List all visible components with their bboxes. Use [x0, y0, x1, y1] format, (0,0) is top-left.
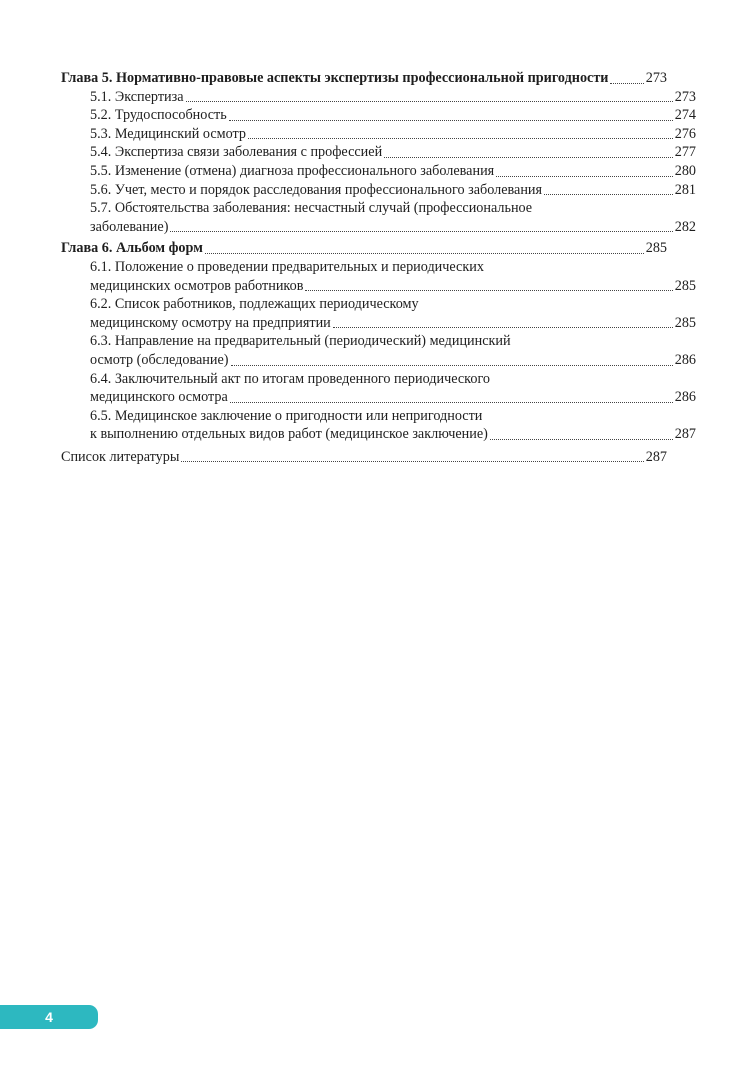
- toc-entry-page: 280: [674, 162, 696, 179]
- toc-section-5-7[interactable]: [61, 218, 696, 237]
- toc-entry-title: к выполнению отдельных видов работ (медицинское заключение): [90, 426, 488, 443]
- toc-entry-title: 5.1. Экспертиза: [90, 88, 184, 105]
- toc-section-5-2[interactable]: [61, 106, 696, 125]
- toc-entry-title: Список литературы: [61, 448, 180, 465]
- toc-section-5-3[interactable]: [61, 125, 696, 144]
- toc-section-6-3[interactable]: [61, 351, 696, 370]
- toc-entry-page: 285: [674, 277, 696, 294]
- table-of-contents: [61, 69, 696, 466]
- page-number-tab: [0, 1005, 98, 1029]
- toc-section-6-5[interactable]: [61, 425, 696, 444]
- toc-entry-title: 5.4. Экспертиза связи заболевания с профессией: [90, 144, 383, 161]
- toc-references[interactable]: [61, 448, 667, 467]
- toc-entry-title: Глава 5. Нормативно-правовые аспекты экспертизы профессиональной пригодности: [61, 70, 609, 86]
- toc-section-6-1[interactable]: [61, 277, 696, 296]
- toc-leader-dots: [305, 290, 672, 291]
- toc-entry-page: 281: [674, 181, 696, 198]
- toc-leader-dots: [229, 120, 673, 121]
- toc-section-5-7-line1[interactable]: 5.7. Обстоятельства заболевания: несчастный случай (профессиональное: [90, 200, 533, 217]
- toc-leader-dots: [170, 231, 672, 232]
- toc-entry-page: 282: [674, 218, 696, 235]
- toc-entry-page: 287: [645, 448, 667, 465]
- toc-section-6-3-line1[interactable]: 6.3. Направление на предварительный (периодический) медицинский: [90, 333, 511, 350]
- toc-section-5-1[interactable]: [61, 88, 696, 107]
- toc-entry-title: Глава 6. Альбом форм: [61, 240, 203, 257]
- toc-entry-page: 286: [674, 351, 696, 368]
- toc-section-6-1-line1[interactable]: 6.1. Положение о проведении предварительных и периодических: [90, 258, 484, 275]
- toc-section-6-2[interactable]: [61, 314, 696, 333]
- toc-section-6-4-line1[interactable]: 6.4. Заключительный акт по итогам проведенного периодического: [90, 370, 491, 387]
- toc-leader-dots: [181, 461, 643, 462]
- toc-section-5-4[interactable]: [61, 143, 696, 162]
- toc-entry-title: осмотр (обследование): [90, 351, 229, 368]
- toc-leader-dots: [490, 439, 673, 440]
- toc-section-6-4[interactable]: [61, 388, 696, 407]
- toc-entry-page: 287: [674, 426, 696, 443]
- toc-entry-title: заболевание): [90, 218, 169, 235]
- toc-leader-dots: [333, 327, 673, 328]
- toc-leader-dots: [230, 402, 673, 403]
- toc-section-6-5-line1[interactable]: 6.5. Медицинское заключение о пригодности или непригодности: [90, 407, 483, 424]
- toc-entry-title: медицинского осмотра: [90, 389, 228, 406]
- toc-entry-title: медицинскому осмотру на предприятии: [90, 314, 331, 331]
- toc-entry-page: 277: [674, 144, 696, 161]
- toc-leader-dots: [544, 194, 673, 195]
- toc-leader-dots: [248, 138, 673, 139]
- toc-section-5-5[interactable]: [61, 162, 696, 181]
- toc-entry-page: 273: [645, 70, 667, 86]
- toc-entry-title: 5.3. Медицинский осмотр: [90, 125, 246, 142]
- toc-leader-dots: [384, 157, 673, 158]
- toc-section-5-6[interactable]: [61, 181, 696, 200]
- toc-leader-dots: [610, 83, 643, 84]
- toc-entry-page: 274: [674, 107, 696, 124]
- toc-entry-page: 285: [645, 240, 667, 257]
- toc-chapter-6[interactable]: [61, 239, 667, 258]
- page-number: 4: [45, 1009, 53, 1025]
- toc-entry-title: 5.6. Учет, место и порядок расследования профессионального заболевания: [90, 181, 543, 198]
- toc-entry-title: медицинских осмотров работников: [90, 277, 304, 294]
- toc-entry-title: 5.5. Изменение (отмена) диагноза профессионального заболевания: [90, 162, 495, 179]
- toc-leader-dots: [186, 101, 673, 102]
- toc-chapter-5[interactable]: [61, 69, 667, 88]
- toc-entry-page: 285: [674, 314, 696, 331]
- toc-entry-page: 286: [674, 389, 696, 406]
- toc-section-6-2-line1[interactable]: 6.2. Список работников, подлежащих периодическому: [90, 296, 419, 313]
- toc-leader-dots: [205, 253, 644, 254]
- toc-leader-dots: [496, 176, 673, 177]
- toc-leader-dots: [231, 365, 673, 366]
- toc-entry-page: 276: [674, 125, 696, 142]
- toc-entry-title: 5.2. Трудоспособность: [90, 107, 227, 124]
- toc-entry-page: 273: [674, 88, 696, 105]
